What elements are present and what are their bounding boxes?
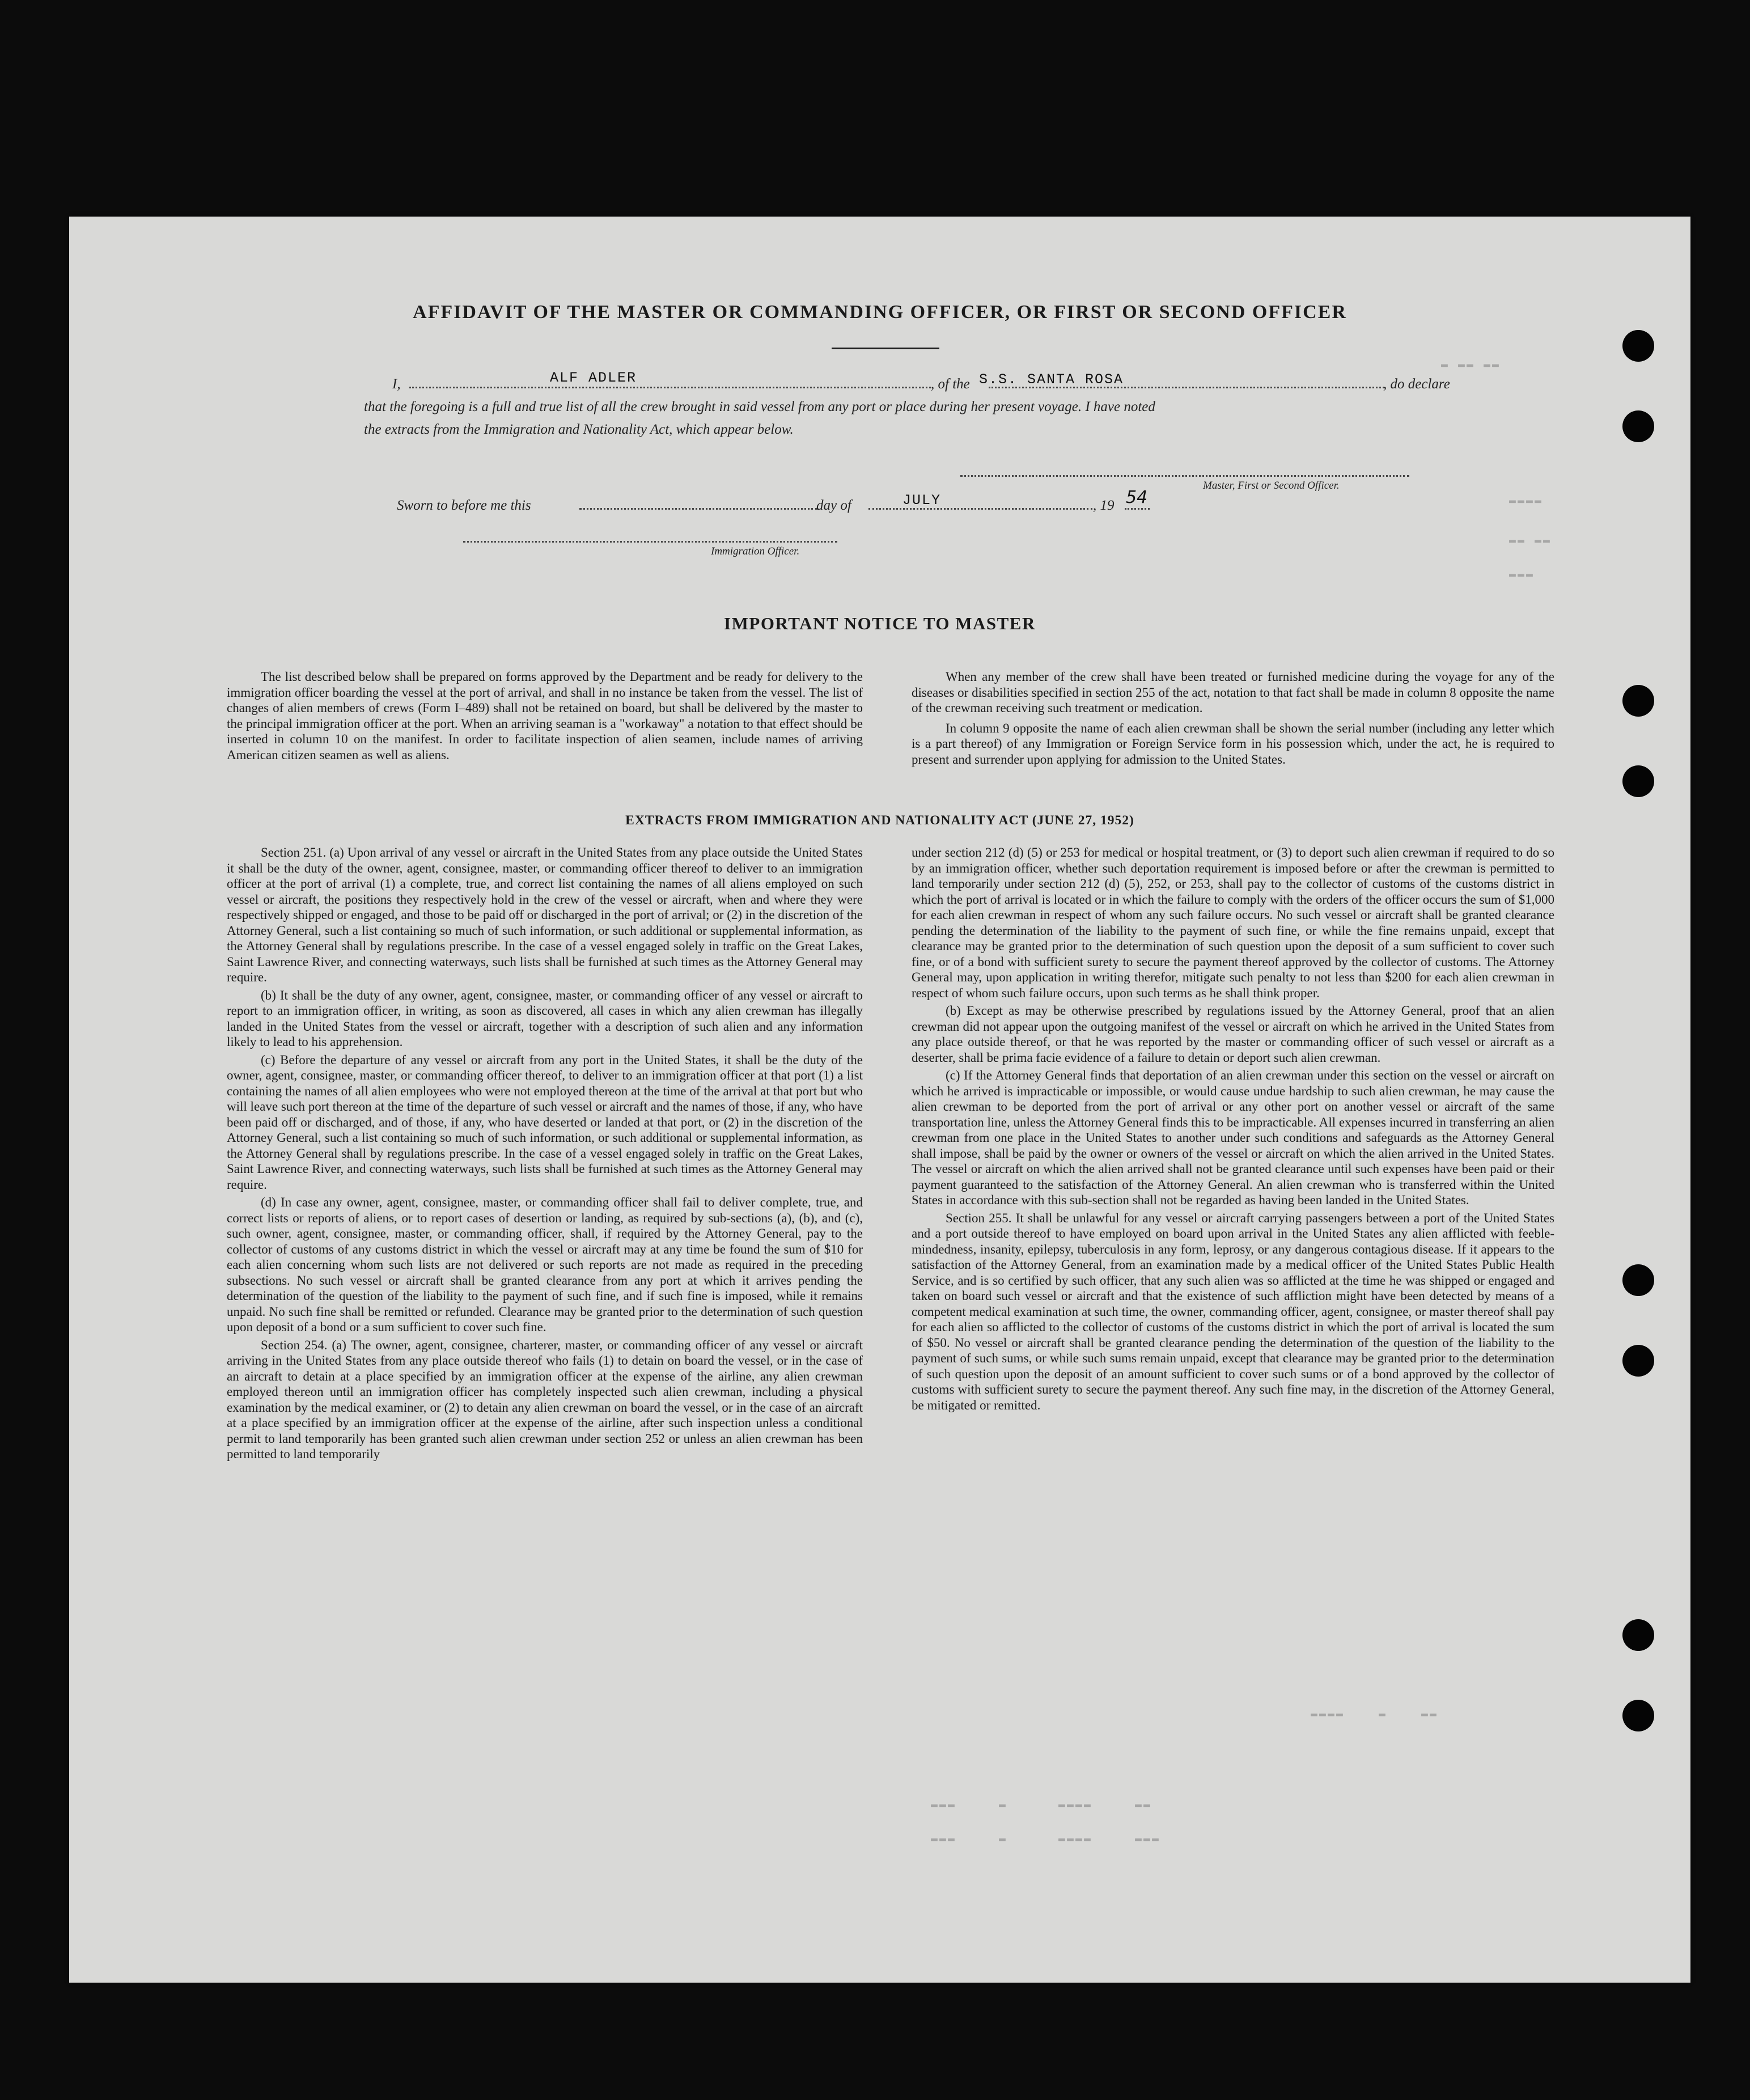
document-page [69,217,1690,1983]
notice-paragraph: The list described below shall be prepared on forms approved by the Department and be ready for delivery to the immigration officer boarding the vessel at the port of arrival, and shall in no instance be taken from the vessel. The list of changes of alien members of crews (Form I–489) shall not be retained on board, but shall be delivered by the master to the principal immigration officer at the port. When an arriving seaman is a "workaway" a notation to that effect should be inserted in column 10 on the manifest. In order to facilitate inspection of alien seamen, include names of arriving American citizen seamen as well as aliens. [227,670,863,762]
statute-paragraph: Section 254. (a) The owner, agent, consignee, charterer, master, or commanding officer of any vessel or aircraft arriving in the United States from any place outside thereof who fails (1) to detain on board the vessel, or in the case of an aircraft to detain at a place specified by an immigration officer at the expense of the airline, any alien crewman employed thereon until an immigration officer has completely inspected such alien crewman, including a physical examination by the medical examiner, or (2) to detain any alien crewman on board the vessel, or in the case of an aircraft at a place specified by an immigration officer at the expense of the airline, after such inspection unless a conditional permit to land temporarily has been granted such alien crewman under section 252 or unless an alien crewman has been permitted to land temporarily [227,1337,863,1461]
master-signature-label: Master, First or Second Officer. [1203,480,1340,492]
punch-hole [1622,1345,1654,1377]
sworn-day-line [579,508,817,510]
year-prefix: , 19 [1093,498,1115,513]
bleed-through: ▬▬ ▬▬ [1509,534,1552,547]
sworn-year-handwritten: 54 [1126,488,1148,507]
bleed-through: ▬▬▬ ▬ ▬▬▬▬ ▬▬ [931,1798,1152,1811]
extracts-heading: EXTRACTS FROM IMMIGRATION AND NATIONALITY ACT (JUNE 27, 1952) [625,813,1134,828]
punch-hole [1622,1619,1654,1651]
statute-paragraph: under section 212 (d) (5) or 253 for medical or hospital treatment, or (3) to deport such alien crewman if required to do so by an immigration officer, whether such deportation requirement is imposed before or after the crewman is permitted to land temporarily under section 212 (d) (5), 252, or 253, shall pay to the collector of customs of the customs district in which the port of arrival is located or in which the failure to comply with the orders of the officer occurs the sum of $1,000 for each alien crewman in respect of whom any such failure occurs. No such vessel or aircraft shall be granted clearance pending the determination of the liability to the payment of such fine, or while the fine remains unpaid, except that clearance may be granted prior to the determination of such question upon the deposit of a sum sufficient to cover such fine, or of a bond with sufficient surety to secure the payment thereof approved by the collector of customs. The Attorney General may, upon application in writing therefor, mitigate such penalty to not less than $200 for each alien crewman in respect of whom such failure occurs, upon such terms as he shall think proper. [912,845,1554,1000]
punch-hole [1622,1264,1654,1296]
bleed-through: ▬▬▬ ▬ ▬▬▬▬ ▬▬▬ [931,1832,1161,1845]
sworn-label: Sworn to before me this [397,498,531,513]
officer-signature-line [463,541,837,543]
statute-paragraph: (b) It shall be the duty of any owner, agent, consignee, master, or commanding officer of any vessel or aircraft to report to an immigration officer, in writing, as soon as discovered, all cases in which any alien crewman has illegally landed in the United States from the vessel or aircraft, together with a description of such alien and any information likely to lead to his apprehension. [227,988,863,1049]
day-of-label: day of [816,498,851,513]
notice-paragraph: When any member of the crew shall have been treated or furnished medicine during the voyage for any of the diseases or disabilities specified in section 255 of the act, notation to that fact shall be made in column 8 opposite the name of the crewman receiving such treatment or medication. [912,670,1554,715]
master-name: ALF ADLER [550,370,637,386]
statute-paragraph: (c) Before the departure of any vessel or aircraft from any port in the United States, it shall be the duty of the owner, agent, consignee, master, or commanding officer thereof, to deliver to an immigration officer at that port (1) a list containing the names of all alien employees who were not employed thereon at the time of the arrival at that port but who will leave such port thereon at the time of the departure of such vessel or aircraft and the names of those, if any, who have been paid off or discharged, and of those, if any, who have deserted or landed at that port, or (2) in the discretion of the Attorney General, such a list containing so much of such information, or such additional or supplemental information, as the Attorney General shall by regulations prescribe. In the case of a vessel engaged solely in traffic on the Great Lakes, Saint Lawrence River, and connecting waterways, such lists shall be furnished at such times as the Attorney General may require. [227,1052,863,1192]
master-name-line [409,387,931,388]
statute-paragraph: (d) In case any owner, agent, consignee, master, or commanding officer shall fail to deliver complete, true, and correct lists or reports of aliens, or to report cases of desertion or landing, as required by sub-sections (a), (b), and (c), such owner, agent, consignee, master, or commanding officer, shall, if required by the Attorney General, pay to the collector of customs of any customs district in which the vessel or aircraft may at any time be found the sum of $10 for each alien concerning whom such lists are not delivered or such reports are not made as required in the preceding subsections. No such vessel or aircraft shall be granted clearance from any port at which it arrives pending the determination of the question of the liability to the payment of such fine, and if such fine is imposed, while it remains unpaid. No such fine shall be remitted or refunded. Clearance may be granted prior to the determination of such question upon deposit of a bond or a sum sufficient to cover such fine. [227,1195,863,1334]
extracts-left-column [227,845,863,1464]
punch-hole [1622,1700,1654,1731]
of-the-label: , of the [931,376,970,392]
affidavit-title: AFFIDAVIT OF THE MASTER OR COMMANDING OFFICER, OR FIRST OR SECOND OFFICER [413,302,1347,323]
extracts-right-column [912,845,1554,1415]
do-declare-label: , do declare [1383,376,1450,392]
statute-paragraph: (b) Except as may be otherwise prescribed by regulations issued by the Attorney General, proof that an alien crewman did not appear upon the outgoing manifest of the vessel or aircraft on which he arrived in the United States from any place outside thereof, or that he was reported by the master or commanding officer of such vessel or aircraft as a deserter, shall be prima facie evidence of a failure to detain or deport such alien crewman. [912,1004,1554,1065]
punch-hole [1622,765,1654,797]
notice-left-column [227,669,863,765]
bleed-through: ▬▬▬ [1509,568,1535,581]
bleed-through: ▬ ▬▬ ▬▬ [1441,358,1501,371]
sworn-month: JULY [902,492,942,509]
bleed-through: ▬▬▬▬ ▬ ▬▬ [1311,1708,1439,1721]
declaration-line-3: the extracts from the Immigration and Nationality Act, which appear below. [364,422,794,437]
declaration-line-2: that the foregoing is a full and true list of all the crew brought in said vessel from any port or place during her present voyage. I have noted [364,399,1155,414]
notice-heading: IMPORTANT NOTICE TO MASTER [724,613,1036,633]
year-line [1125,508,1150,510]
punch-hole [1622,330,1654,362]
notice-right-column [912,669,1554,769]
officer-signature-label: Immigration Officer. [711,545,800,557]
vessel-name: S.S. SANTA ROSA [979,371,1124,388]
statute-paragraph: Section 251. (a) Upon arrival of any vessel or aircraft in the United States from any place outside the United States it shall be the duty of the owner, agent, consignee, master, or commanding officer thereof to deliver to an immigration officer at the port of arrival (1) a complete, true, and correct list containing the names of all aliens employed on such vessel or aircraft, the positions they respectively hold in the crew of the vessel or aircraft, when and where they were respectively shipped or engaged, and those to be paid off or discharged in the port of arrival; or (2) in the discretion of the Attorney General, such a list containing so much of such information, or such additional or supplemental information, as the Attorney General shall by regulations prescribe. In the case of a vessel engaged solely in traffic on the Great Lakes, Saint Lawrence River, and connecting waterways, such lists shall be furnished at such times as the Attorney General may require. [227,845,863,984]
notice-paragraph: In column 9 opposite the name of each alien crewman shall be shown the serial number (including any letter which is a part thereof) of any Immigration or Foreign Service form in his possession which, under the act, he is required to present and surrender upon applying for admission to the United States. [912,721,1554,767]
master-signature-line [960,475,1409,477]
punch-hole [1622,410,1654,442]
punch-hole [1622,685,1654,717]
title-rule [832,348,939,349]
bleed-through: ▬▬▬▬ [1509,494,1544,507]
i-label: I, [392,376,401,392]
statute-paragraph: Section 255. It shall be unlawful for any vessel or aircraft carrying passengers between a port of the United States and a port outside thereof to have employed on board upon arrival in the United States any alien afflicted with feeble-mindedness, insanity, epilepsy, tuberculosis in any form, leprosy, or any dangerous contagious disease. If it appears to the satisfaction of the Attorney General, from an examination made by a medical officer of the United States Public Health Service, and is so certified by such officer, that any such alien was so afflicted at the time he was shipped or engaged and taken on board such vessel or aircraft and that the existence of such affliction might have been detected by means of a competent medical examination at such time, the owner, commanding officer, agent, consignee, or master thereof shall pay for each alien so afflicted to the collector of customs of the customs district in which the port of arrival is located the sum of $50. No vessel or aircraft shall be granted clearance pending the determination of the question of the liability to the payment of such sums, or while such sums remain unpaid, except that clearance may be granted prior to the determination of such question upon the deposit of an amount sufficient to cover such sums or of a bond approved by the collector of customs with sufficient surety to secure the payment thereof. Any such fine may, in the discretion of the Attorney General, be mitigated or remitted. [912,1210,1554,1412]
statute-paragraph: (c) If the Attorney General finds that deportation of an alien crewman under this section on the vessel or aircraft on which he arrived is impracticable or impossible, or would cause undue hardship to such alien crewman, he may cause the alien crewman to be deported from the port of arrival or any other port on another vessel or aircraft of the same transportation line, unless the Attorney General finds this to be impracticable. All expenses incurred in transferring an alien crewman from one place in the United States to another under such conditions and safeguards as the Attorney General shall impose, shall be paid by the owner or owners of the vessel or aircraft on which the alien arrived in the United States. The vessel or aircraft on which the alien arrived shall not be granted clearance until such expenses have been paid or their payment guaranteed to the satisfaction of the Attorney General. An alien crewman who is transferred within the United States in accordance with this sub-section shall not be regarded as having been landed in the United States. [912,1068,1554,1207]
